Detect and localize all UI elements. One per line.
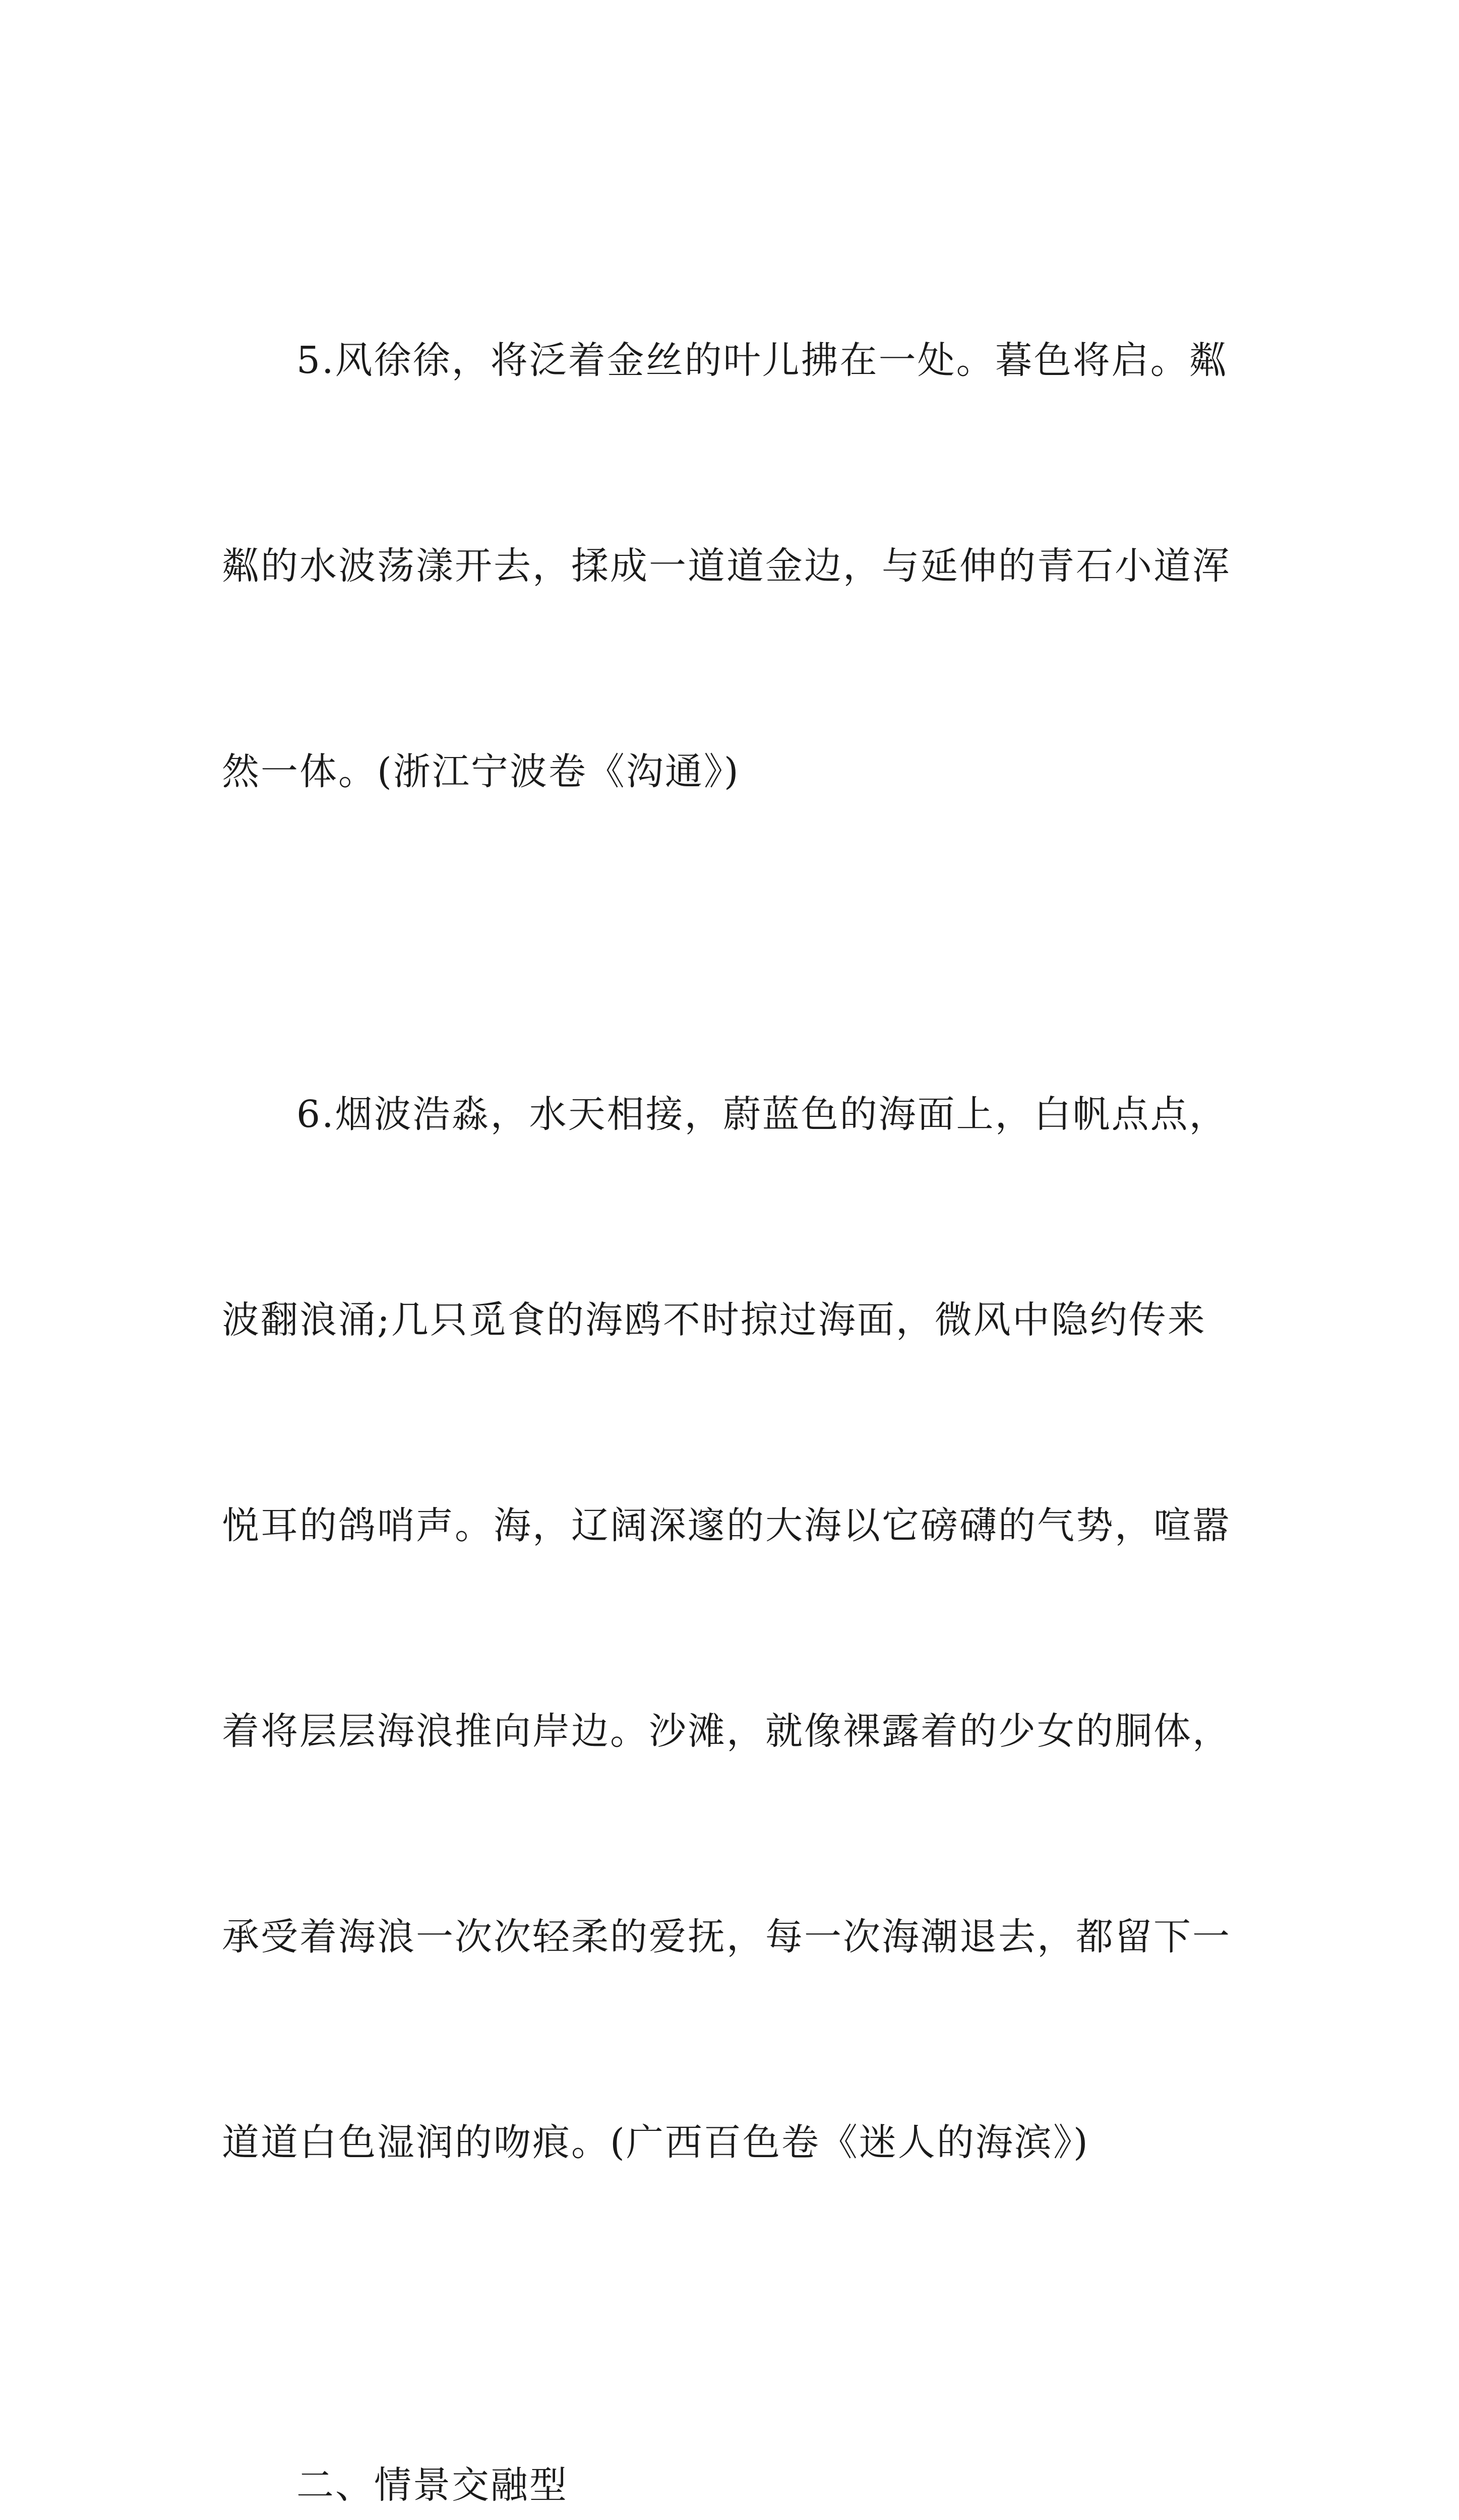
document-body	[222, 189, 1230, 2520]
text-line: 6.烟波浩淼，水天相接，蔚蓝色的海面上，白帆点点，	[296, 1093, 1228, 1136]
text-line: 粼的水波荡漾开去，揉成一道道金边，与延伸的青石小道浑	[222, 544, 1231, 588]
heading-text: 二、情景交融型	[296, 2464, 568, 2507]
text-line: 承受着海浪一次次轻柔的爱抚，每一次海潮退去，都留下一	[222, 1915, 1231, 1959]
paragraph-5-wind	[222, 189, 1230, 943]
text-line: 悦耳的鸽哨声。海，辽阔深邃的大海以它磅礴的气势，喧嚣	[222, 1504, 1231, 1547]
text-line: 然一体。(浙江宁波卷《沟通》)	[222, 750, 740, 793]
paragraph-6-sea	[222, 943, 1230, 2314]
text-line: 道道白色湿润的吻痕。(广西百色卷《迷人的海滨》)	[222, 2121, 1089, 2164]
text-line: 5.风徐徐，将泛着金丝的叶儿拂在一处。暮色将启。粼	[296, 339, 1228, 382]
text-line: 波翻浪涌;几只觅食的海鸥不时掠过海面，微风中隐约传来	[222, 1298, 1206, 1342]
text-line: 着将层层海浪推向岸边。沙滩，就像裸露着的少女的胴体，	[222, 1710, 1231, 1753]
section-heading	[222, 2314, 1230, 2520]
